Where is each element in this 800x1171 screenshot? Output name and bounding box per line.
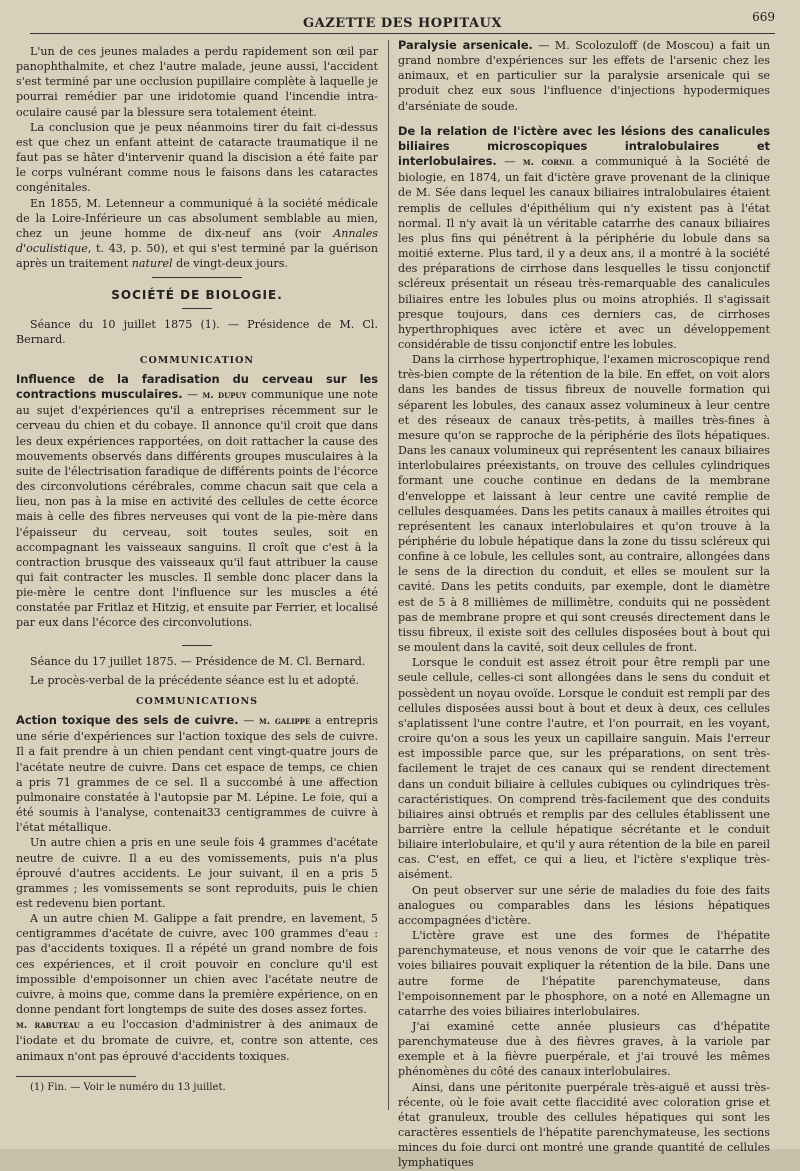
paragraph: Influence de la faradisation du cerveau sur les contractions musculaires. — m. dupuy communique une note au sujet d'expériences qu'il a entreprises récemment sur le cerveau du chien et du cobaye. Il annonce qu'il croit que dans les deux expériences rapportées, on doit rattacher la cause des mouvements observés dans différents groupes musculaires à la suite de l'électrisation faradique de différents points de l'écorce des circonvolutions cérébrales, comme chacun sait que cela a lieu, non pas à la mise en activité des cellules de cette écorce mais à celle des fibres nerveuses qui vont de la pie-mère dans l'épaisseur du cerveau, soit toutes seules, soit en accompagnant les vaisseaux sanguins. Il croît que c'est à la contraction brusque des vaisseaux qu'il faut attribuer la cause qui fait contracter les muscles. Il semble donc placer dans la pie-mère le centre dont l'influence sur les muscles a été constatée par Fritlaz et Hitzig, et ensuite par Ferrier, et localisé par eux dans l'écorce des circonvolutions.	[16, 371, 378, 630]
footnote-rule	[16, 1076, 136, 1077]
paragraph: Ainsi, dans une péritonite puerpérale très-aiguë et aussi très-récente, où le foie avait cette flaccidité avec coloration grise et état granuleux, trouble des cellules hépatiques qui sont les caractères essentiels de l'hépatite parenchymateuse, les sections minces du foie durci ont montré une grande quantité de cellules lymphatiques	[398, 1080, 770, 1170]
paragraph: Le procès-verbal de la précédente séance est lu et adopté.	[30, 673, 360, 687]
paragraph: L'un de ces jeunes malades a perdu rapidement son œil par panophthalmite, et chez l'autre malade, jeune aussi, l'accident s'est terminé par une occlusion pupillaire complète à laquelle je pourrai remédier par une iridotomie quand l'incendie intra-oculaire causé par la blessure sera totalement éteint.	[16, 45, 378, 119]
subheading: COMMUNICATIONS	[135, 695, 259, 707]
paragraph: Dans la cirrhose hypertrophique, l'examen microscopique rend très-bien compte de la rétention de la bile. En effet, on voit alors dans les bandes de tissus fibreux de nouvelle formation qui séparent les lobules, des canaux assez volumineux à leur centre et des réseaux de canaux très-petits, à mailles très-fines à mesure qu'on se rapproche de la périphérie des îlots hépatiques. Dans les canaux volumineux qui représentent les canaux biliaires interlobulaires préexistants, on trouve des cellules cylindriques formant une couche continue en dedans de la membrane d'enveloppe et laissant à leur centre une cavité remplie de cellules desquamées. Dans les petits canaux à mailles étroites qui représentent les canaux interlobulaires et qu'on trouve à la périphérie du lobule hépatique dans la zone du tissu scléreux qui confine à ce lobule, les cellules sont, au contraire, allongées dans le sens de la direction du conduit, et elles se moulent sur la cavité. Dans les petits conduits, par exemple, dont le diamètre est de 5 à 8 millièmes de millimètre, conduits qui ne possèdent pas de membrane propre et qui sont creusés directement dans le tissu fibreux, il existe soit des cellules disposées bout à bout qui se moulent dans la cavité, soit deux cellules de front.	[398, 353, 770, 655]
paragraph: Action toxique des sels de cuivre. — m. galippe a entrepris une série d'expériences sur l'action toxique des sels de cuivre. Il a fait prendre à un chien pendant cent vingt-quatre jours de l'acétate neutre de cuivre. Dans cet espace de temps, ce chien a pris 71 grammes de ce sel. Il a succombé à une affection pulmonaire constatée à l'autopsie par M. Lépine. Le foie, qui a été soumis à l'analyse, contenait33 centigrammes de cuivre à l'état métallique.	[16, 713, 378, 835]
session-line: Séance du 17 juillet 1875. — Présidence de M. Cl. Bernard.	[30, 654, 366, 668]
session-line: Séance du 10 juillet 1875 (1). — Présidence de M. Cl. Bernard.	[16, 317, 378, 346]
journal-title: GAZETTE DES HOPITAUX	[303, 16, 502, 31]
ornament-rule	[152, 277, 242, 278]
paragraph: A un autre chien M. Galippe a fait prendre, en lavement, 5 centigrammes d'acétate de cuivre, avec 100 grammes d'eau : pas d'accidents toxiques. Il a répété un grand nombre de fois ces expériences, et il croit pouvoir en conclure qu'il est impossible d'empoisonner un chien avec l'acétate neutre de cuivre, à moins que, comme dans la première expérience, on en donne pendant fort longtemps de suite des doses assez fortes.	[16, 912, 378, 1017]
paragraph: Un autre chien a pris en une seule fois 4 grammes d'acétate neutre de cuivre. Il a eu des vomissements, puis n'a plus éprouvé d'autres accidents. Le jour suivant, il en a pris 5 grammes ; les vomissements se sont reproduits, puis le chien est redevenu bien portant.	[16, 836, 378, 910]
divider	[182, 645, 212, 646]
left-column	[16, 44, 378, 1094]
paragraph: On peut observer sur une série de maladies du foie des faits analogues ou comparables dans les lésions hépatiques accompagnées d'ictère.	[398, 883, 770, 927]
paragraph: J'ai examiné cette année plusieurs cas d'hépatite parenchymateuse due à des fièvres graves, à la variole par exemple et à la fièvre puerpérale, et j'ai trouvé les mêmes phénomènes du côté des canaux interlobulaires.	[398, 1020, 770, 1079]
right-column	[398, 38, 770, 1171]
paragraph: m. rabuteau a eu l'occasion d'administrer à des animaux de l'iodate et du bromate de cuivre, et, contre son attente, ces animaux n'ont pas éprouvé d'accidents toxiques.	[16, 1018, 378, 1063]
header-rule	[30, 33, 775, 34]
page-number: 669	[752, 10, 775, 24]
paragraph: De la relation de l'ictère avec les lésions des canalicules biliaires microscopiques intralobulaires et interlobulaires. — m. cornil a communiqué à la Société de biologie, en 1874, un fait d'ictère grave provenant de la clinique de M. Sée dans lequel les canaux biliaires intralobulaires étaient remplis de cellules d'épithélium qui n'y existent pas à l'état normal. Il n'y avait là un véritable catarrhe des canaux biliaires les plus fins qui pénétrent à la périphérie du lobule dans sa moitié externe. Plus tard, il y a deux ans, il a montré à la société des préparations de cirrhose dans lesquelles le tissu conjonctif scléreux présentait un réseau très-remarquable des canalicules biliaires entre les lobules plus ou moins atrophiés. Il s'agissait presque toujours, dans ces derniers cas, de cirrhoses hyperthrophiques avec ictère et avec un développement considérable de tissu conjonctif entre les lobules.	[398, 123, 770, 351]
column-divider	[388, 40, 389, 1110]
paragraph: La conclusion que je peux néanmoins tirer du fait ci-dessus est que chez un enfant atteint de cataracte traumatique il ne faut pas se hâter d'intervenir quand la discision a été faite par le corps vulnérant comme nous le faisons dans les cataractes congénitales.	[16, 120, 378, 195]
paragraph: L'ictère grave est une des formes de l'hépatite parenchymateuse, et nous venons de voir que le catarrhe des voies biliaires pouvait expliquer la rétention de la bile. Dans une autre forme de l'hépatite parenchymateuse, dans l'empoisonnement par le phosphore, on a noté en Allemagne un catarrhe des voies biliaires interlobulaires.	[398, 929, 770, 1018]
section-heading: SOCIÉTÉ DE BIOLOGIE.	[111, 288, 283, 303]
subheading: COMMUNICATION	[139, 354, 255, 366]
paragraph: Paralysie arsenicale. — M. Scolozuloff (de Moscou) a fait un grand nombre d'expériences sur les effets de l'arsenic chez les animaux, et en particulier sur la paralysie arsenicale qui se produit chez eux sous l'influence d'injections hypodermiques d'arséniate de soude.	[398, 38, 770, 113]
divider	[182, 308, 212, 309]
paragraph: En 1855, M. Letenneur a communiqué à la société médicale de la Loire-Inférieure un cas absolument semblable au mien, chez un jeune homme de dix-neuf ans (voir Annales d'oculistique, t. 43, p. 50), et qui s'est terminé par la guérison après un traitement naturel de vingt-deux jours.	[16, 196, 378, 271]
paragraph: Lorsque le conduit est assez étroit pour être rempli par une seule cellule, celles-ci sont allongées dans le sens du conduit et possèdent un noyau ovoïde. Lorsque le conduit est rempli par des cellules disposées aussi bout à bout et deux à deux, ces cellules s'aplatissent l'une contre l'autre, et l'on pourrait, en les voyant, croire qu'on a sous les yeux un capillaire sanguin. Mais l'erreur est impossible parce que, sur les préparations, on sent très-facilement le trajet de ces canaux qui se rendent directement dans un conduit biliaire à cellules cubiques ou cylindriques très-caractéristiques. On comprend très-facilement que des conduits biliaires ainsi obtrués et remplis par des cellules établissent une barrière entre la cellule hépatique sécrétante et le conduit biliaire interlobulaire, et qu'il y aura rétention de la bile en pareil cas. C'est, en effet, ce qui a lieu, et l'ictère s'explique très-aisément.	[398, 656, 770, 882]
footnote: (1) Fin. — Voir le numéro du 13 juillet.	[30, 1081, 226, 1093]
running-header	[30, 6, 775, 36]
